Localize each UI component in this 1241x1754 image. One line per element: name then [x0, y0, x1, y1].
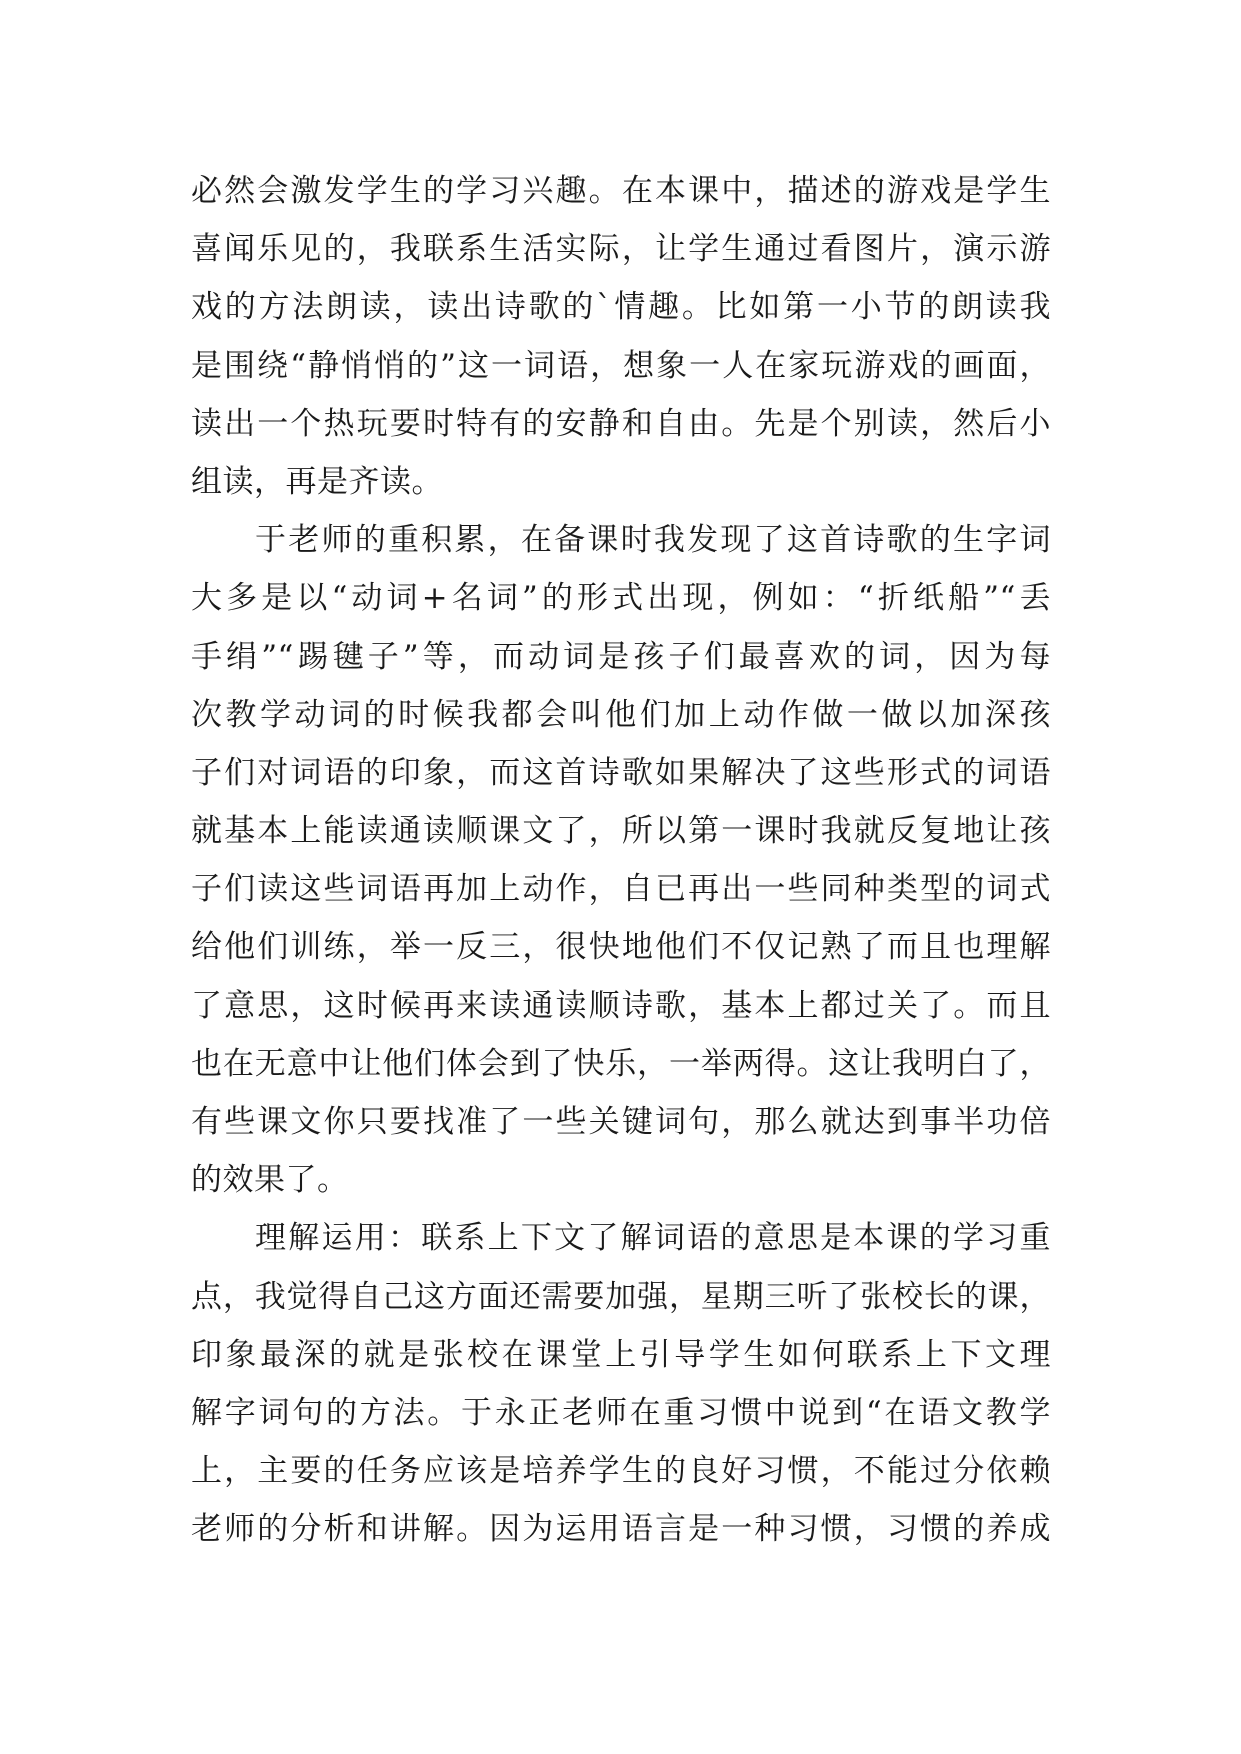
- text-line: 组读，再是齐读。: [191, 463, 443, 500]
- text-line: 就基本上能读通读顺课文了，所以第一课时我就反复地让孩: [191, 813, 1051, 850]
- text-line: 手绢”“踢毽子”等，而动词是孩子们最喜欢的词，因为每: [191, 638, 1051, 675]
- text-line: 也在无意中让他们体会到了快乐，一举两得。这让我明白了，: [191, 1045, 1051, 1082]
- paragraph-2: [191, 511, 1051, 1209]
- text-line: 老师的分析和讲解。因为运用语言是一种习惯，习惯的养成: [191, 1511, 1051, 1548]
- text-line: 大多是以“动词+名词”的形式出现，例如：“折纸船”“丢: [191, 580, 1051, 617]
- text-line: 了意思，这时候再来读通读顺诗歌，基本上都过关了。而且: [191, 987, 1051, 1024]
- text-line: 点，我觉得自己这方面还需要加强，星期三听了张校长的课，: [191, 1278, 1051, 1315]
- text-line: 必然会激发学生的学习兴趣。在本课中，描述的游戏是学生: [191, 173, 1051, 209]
- text-line: 喜闻乐见的，我联系生活实际，让学生通过看图片，演示游: [191, 231, 1051, 268]
- text-line: 有些课文你只要找准了一些关键词句，那么就达到事半功倍: [191, 1104, 1051, 1140]
- paragraph-3: [191, 1209, 1051, 1558]
- text-line: 解字词句的方法。于永正老师在重习惯中说到“在语文教学: [191, 1394, 1051, 1431]
- text-line: 是围绕“静悄悄的”这一词语，想象一人在家玩游戏的画面，: [191, 347, 1051, 384]
- text-line: 理解运用：联系上下文了解词语的意思是本课的学习重: [255, 1220, 1051, 1257]
- text-line: 子们对词语的印象，而这首诗歌如果解决了这些形式的词语: [191, 754, 1051, 791]
- text-line: 于老师的重积累，在备课时我发现了这首诗歌的生字词: [255, 522, 1051, 559]
- text-line: 给他们训练，举一反三，很快地他们不仅记熟了而且也理解: [191, 929, 1051, 966]
- text-line: 子们读这些词语再加上动作，自已再出一些同种类型的词式: [191, 871, 1051, 908]
- text-line: 印象最深的就是张校在课堂上引导学生如何联系上下文理: [191, 1336, 1051, 1373]
- text-line: 戏的方法朗读，读出诗歌的`情趣。比如第一小节的朗读我: [191, 289, 1051, 326]
- text-line: 读出一个热玩要时特有的安静和自由。先是个别读，然后小: [191, 405, 1051, 442]
- text-line: 次教学动词的时候我都会叫他们加上动作做一做以加深孩: [191, 696, 1051, 733]
- document-body: [191, 162, 1051, 1559]
- text-line: 的效果了。: [191, 1162, 349, 1199]
- paragraph-1: [191, 162, 1051, 511]
- text-line: 上，主要的任务应该是培养学生的良好习惯，不能过分依赖: [191, 1453, 1051, 1490]
